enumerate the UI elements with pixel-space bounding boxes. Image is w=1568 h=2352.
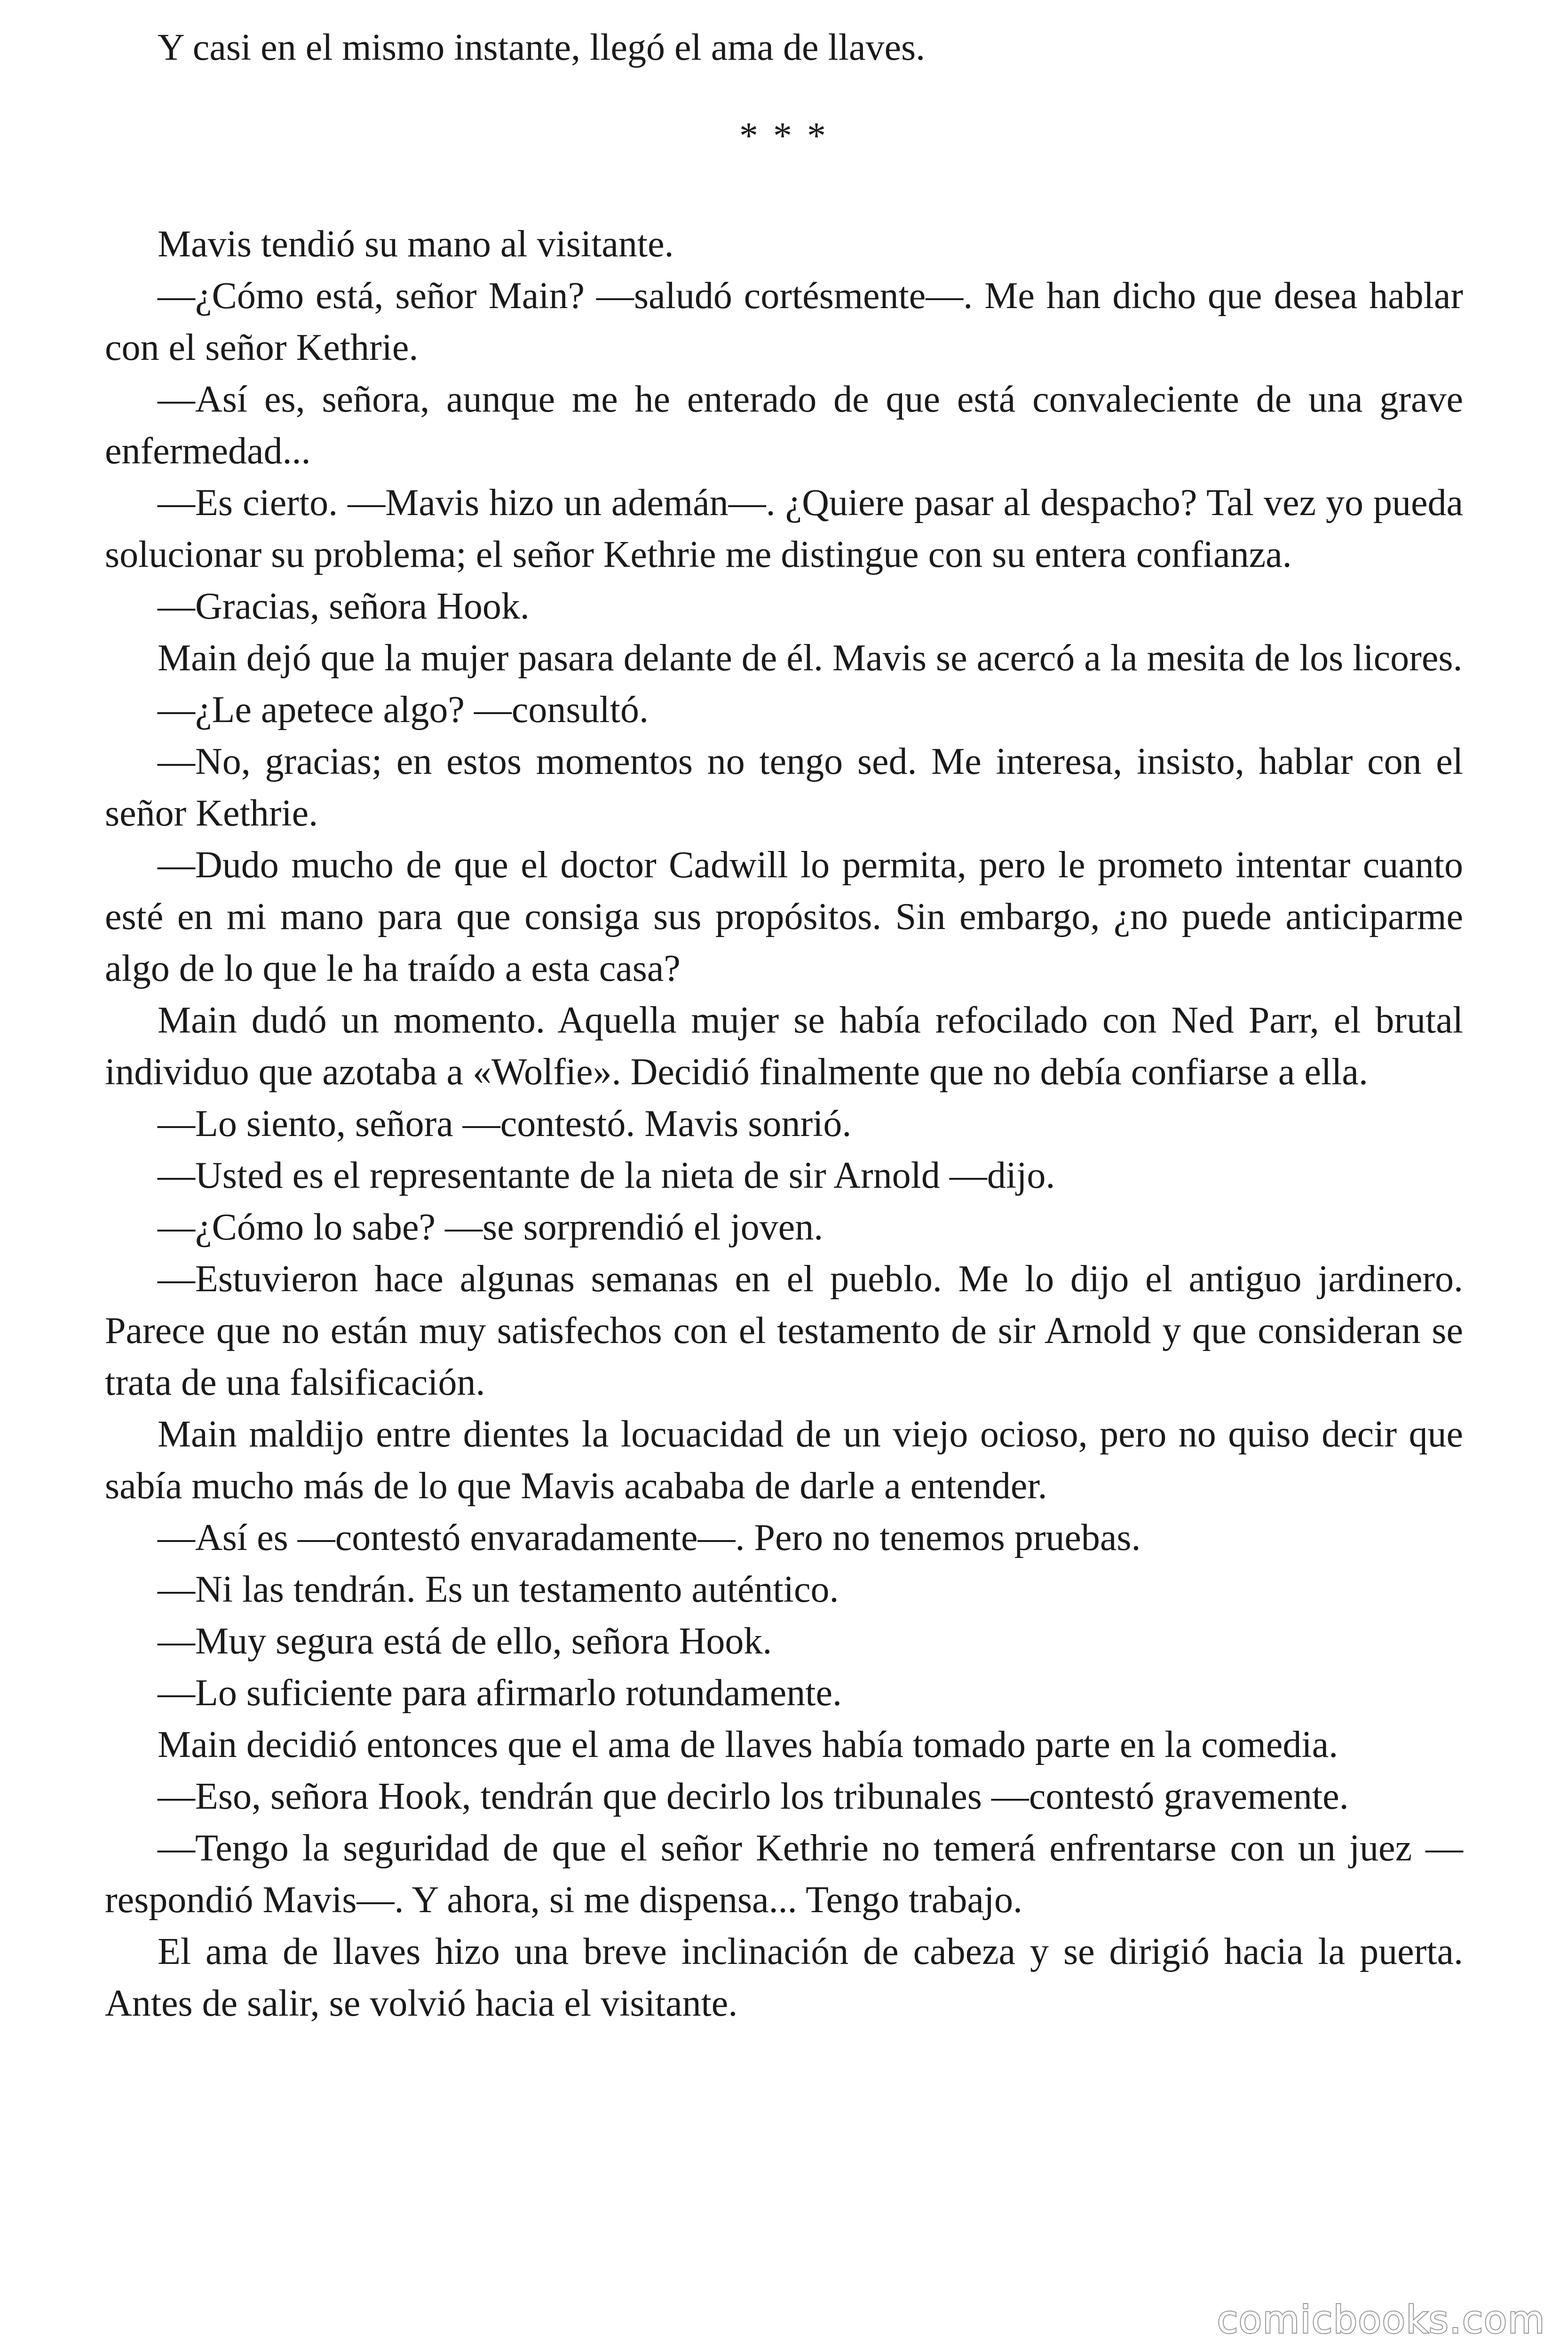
body-text: [105, 218, 1463, 2029]
paragraph: Main dudó un momento. Aquella mujer se había refocilado con Ned Parr, el brutal individuo que azotaba a «Wolfie». Decidió finalmente que no debía confiarse a ella.: [105, 1000, 1463, 1093]
paragraph: El ama de llaves hizo una breve inclinación de cabeza y se dirigió hacia la puerta. Antes de salir, se volvió hacia el visitante.: [105, 1931, 1463, 2024]
opening-line: Y casi en el mismo instante, llegó el ama de llaves.: [158, 27, 926, 68]
paragraph: Main maldijo entre dientes la locuacidad de un viejo ocioso, pero no quiso decir que sabía mucho más de lo que Mavis acababa de darle a entender.: [105, 1414, 1463, 1507]
paragraph: —No, gracias; en estos momentos no tengo sed. Me interesa, insisto, hablar con el señor Kethrie.: [105, 741, 1463, 834]
paragraph: —Gracias, señora Hook.: [158, 586, 530, 627]
paragraph: —Ni las tendrán. Es un testamento auténtico.: [158, 1569, 839, 1610]
paragraph: —Lo suficiente para afirmarlo rotundamente.: [158, 1672, 842, 1714]
paragraph: —¿Cómo lo sabe? —se sorprendió el joven.: [158, 1207, 824, 1248]
paragraph: —Eso, señora Hook, tendrán que decirlo los tribunales —contestó gravemente.: [158, 1776, 1349, 1817]
paragraph: —Lo siento, señora —contestó. Mavis sonrió.: [158, 1103, 852, 1144]
paragraph: —Estuvieron hace algunas semanas en el pueblo. Me lo dijo el antiguo jardinero. Parece que no están muy satisfechos con el testamento de sir Arnold y que consideran se trata de una falsificación.: [105, 1258, 1463, 1403]
paragraph: Mavis tendió su mano al visitante.: [158, 223, 674, 265]
section-divider: * * *: [739, 115, 829, 157]
book-page: [105, 0, 1463, 2352]
paragraph: —Muy segura está de ello, señora Hook.: [158, 1621, 772, 1662]
paragraph: Main dejó que la mujer pasara delante de él. Mavis se acercó a la mesita de los licores.: [158, 637, 1463, 679]
paragraph: —Dudo mucho de que el doctor Cadwill lo permita, pero le prometo intentar cuanto esté en mi mano para que consiga sus propósitos. Sin embargo, ¿no puede anticiparme algo de lo que le ha traído a esta casa?: [105, 844, 1463, 989]
paragraph: —Tengo la seguridad de que el señor Kethrie no temerá enfrentarse con un juez — respondió Mavis—. Y ahora, si me dispensa... Tengo trabajo.: [105, 1828, 1463, 1921]
watermark-text: comicbooks.com: [1217, 2298, 1545, 2342]
paragraph: —¿Cómo está, señor Main? —saludó cortésmente—. Me han dicho que desea hablar con el señor Kethrie.: [105, 275, 1463, 368]
paragraph: —Usted es el representante de la nieta de sir Arnold —dijo.: [158, 1155, 1055, 1196]
paragraph: —Así es, señora, aunque me he enterado de que está convaleciente de una grave enfermedad...: [105, 379, 1463, 472]
paragraph: —Así es —contestó envaradamente—. Pero no tenemos pruebas.: [158, 1517, 1141, 1558]
paragraph: Main decidió entonces que el ama de llaves había tomado parte en la comedia.: [158, 1724, 1338, 1765]
paragraph: —Es cierto. —Mavis hizo un ademán—. ¿Quiere pasar al despacho? Tal vez yo pueda solucionar su problema; el señor Kethrie me distingue con su entera confianza.: [105, 482, 1463, 575]
paragraph: —¿Le apetece algo? —consultó.: [158, 689, 649, 731]
